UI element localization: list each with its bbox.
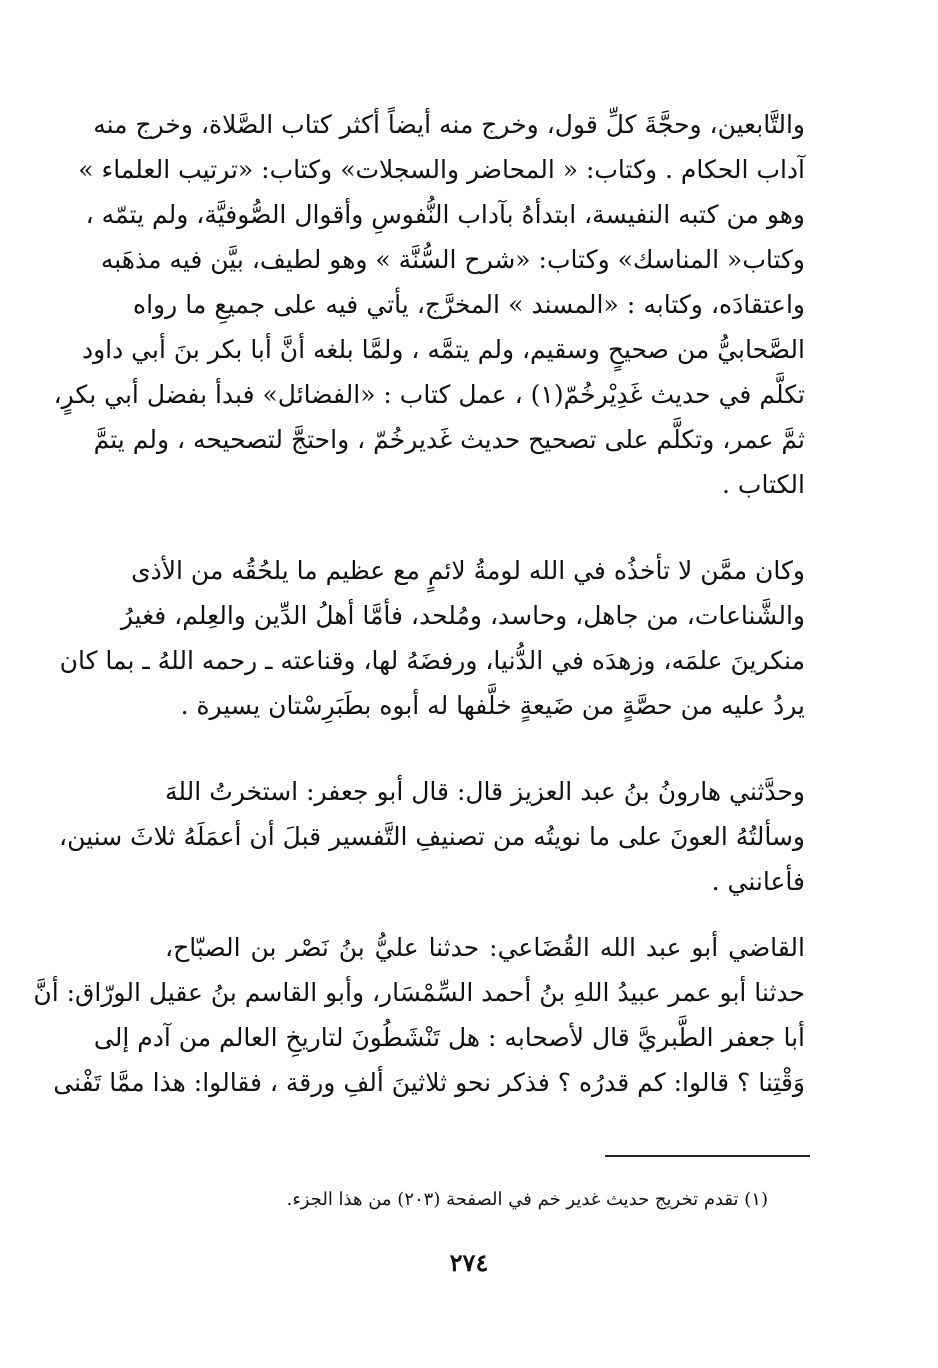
text-line: فأعانني . bbox=[711, 867, 805, 896]
text-line: واعتقادَه، وكتابه : «المسند » المخرَّج، يأتي فيه على جميعِ ما رواه bbox=[133, 290, 805, 319]
text-line: والتَّابعين، وحجَّةَ كلِّ قول، وخرج منه أيضاً أكثر كتاب الصَّلاة، وخرج منه bbox=[93, 110, 805, 139]
text-line: أبا جعفر الطَّبريَّ قال لأصحابه : هل تَنْشَطُونَ لتاريخِ العالم من آدم إلى bbox=[93, 1023, 805, 1052]
text-line: وكان ممَّن لا تأخذُه في الله لومةُ لائمٍ مع عظيم ما يلحُقُه من الأذى bbox=[131, 556, 805, 585]
text-line: تكلَّم في حديث غَدِيْرخُمّ(١) ، عمل كتاب : «الفضائل» فبدأ بفضل أبي بكرٍ، bbox=[53, 380, 805, 409]
text-line: الكتاب . bbox=[722, 470, 805, 499]
text-line: يردُ عليه من حصَّةٍ من ضَيعةٍ خلَّفها له أبوه بطَبَرِسْتان يسيرة . bbox=[180, 691, 805, 720]
text-line: والشَّناعات، من جاهل، وحاسد، ومُلحد، فأمَّا أهلُ الدِّين والعِلم، فغيرُ bbox=[120, 601, 805, 630]
text-line: القاضي أبو عبد الله القُضَاعي: حدثنا عليُّ بنُ نَصْر بن الصبّاح، bbox=[165, 933, 805, 962]
text-line: ثمَّ عمر، وتكلَّم على تصحيح حديث غَديرخُمّ ، واحتجَّ لتصحيحه ، ولم يتمَّ bbox=[93, 425, 805, 454]
footnote: (١) تقدم تخريج حديث غدير خم في الصفحة (٢٠٣) من هذا الجزء. bbox=[286, 1189, 768, 1210]
text-line: حدثنا أبو عمر عبيدُ اللهِ بنُ أحمد السِّمْسَار، وأبو القاسم بنُ عقيل الورّاق: أنَّ bbox=[33, 978, 805, 1007]
text-line: وهو من كتبه النفيسة، ابتدأهُ بآداب النُّفوسِ وأقوال الصُّوفيَّة، ولم يتمّه ، bbox=[85, 200, 805, 229]
page-number: ٢٧٤ bbox=[449, 1248, 489, 1277]
text-line: وَقْتِنا ؟ قالوا: كم قدرُه ؟ فذكر نحو ثلاثينَ ألفِ ورقة ، فقالوا: هذا ممَّا تَفْنى bbox=[53, 1068, 805, 1097]
text-line: الصَّحابيُّ من صحيحٍ وسقيم، ولم يتمَّه ، ولمَّا بلغه أنَّ أبا بكر بنَ أبي داود bbox=[81, 335, 805, 364]
text-line: وسألتُهُ العونَ على ما نويتُه من تصنيفِ التَّفسير قبلَ أن أعمَلَهُ ثلاثَ سنين، bbox=[59, 822, 805, 851]
text-line: آداب الحكام . وكتاب: « المحاضر والسجلات» وكتاب: «ترتيب العلماء » bbox=[78, 155, 805, 184]
text-line: وكتاب« المناسك» وكتاب: «شرح السُّنَّة » وهو لطيف، بيَّن فيه مذهَبه bbox=[100, 245, 805, 274]
footnote-divider bbox=[605, 1155, 810, 1157]
text-line: منكرينَ علمَه، وزهدَه في الدُّنيا، ورفضَهُ لها، وقناعته ـ رحمه اللهُ ـ بما كان bbox=[59, 646, 805, 675]
text-line: وحدَّثني هارونُ بنُ عبد العزيز قال: قال أبو جعفر: استخرتُ اللهَ bbox=[165, 777, 805, 806]
